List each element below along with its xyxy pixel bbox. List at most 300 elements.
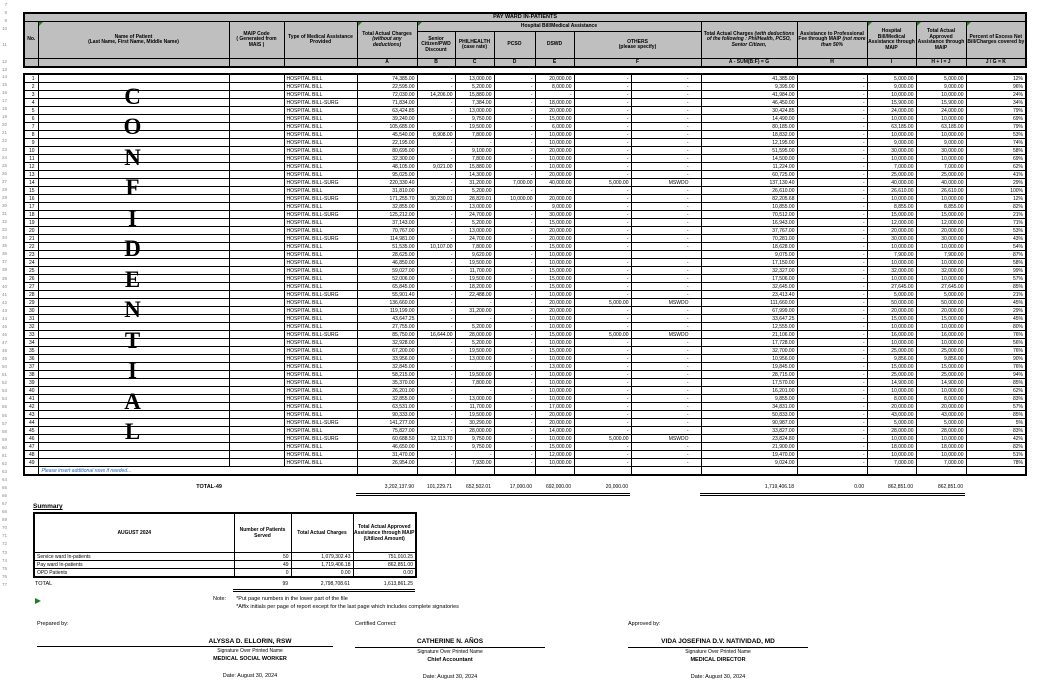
cell[interactable]: 36 xyxy=(24,355,38,363)
total-e[interactable]: 692,000.00 xyxy=(534,480,573,495)
cell[interactable]: - xyxy=(494,83,535,91)
cell[interactable]: 13,000.00 xyxy=(455,107,494,115)
cell[interactable] xyxy=(38,403,229,411)
cell[interactable]: 14,206.00 xyxy=(417,91,455,99)
cell[interactable]: 46,650.00 xyxy=(357,443,417,451)
cell[interactable]: 42 xyxy=(24,403,38,411)
row-number[interactable]: 26 xyxy=(1,170,7,176)
cell[interactable] xyxy=(38,379,229,387)
signature-heading[interactable]: Certified Correct: xyxy=(355,621,397,627)
row-number[interactable]: 47 xyxy=(1,339,7,345)
code-cell[interactable] xyxy=(284,59,357,68)
cell[interactable] xyxy=(229,147,284,155)
cell[interactable]: - xyxy=(494,371,535,379)
cell[interactable]: - xyxy=(494,211,535,219)
row-number[interactable]: 51 xyxy=(1,372,7,378)
cell[interactable]: - xyxy=(494,347,535,355)
cell[interactable]: - xyxy=(797,355,867,363)
cell[interactable] xyxy=(38,227,229,235)
cell[interactable]: 10,000.00 xyxy=(867,323,916,331)
cell[interactable]: - xyxy=(417,251,455,259)
row-number[interactable]: 55 xyxy=(1,404,7,410)
note-line-1[interactable]: *Put page numbers in the lower part of the file xyxy=(236,596,348,602)
row-number[interactable]: 19 xyxy=(1,114,7,120)
cell[interactable]: - xyxy=(797,371,867,379)
cell[interactable]: - xyxy=(631,155,701,163)
cell[interactable]: 5,200.00 xyxy=(455,219,494,227)
cell[interactable]: 24 xyxy=(24,259,38,267)
cell[interactable]: - xyxy=(574,395,631,403)
cell[interactable]: 63,424.85 xyxy=(357,107,417,115)
cell[interactable]: 5,200.00 xyxy=(455,323,494,331)
cell[interactable]: 90,987.00 xyxy=(701,419,797,427)
cell[interactable]: 26,610.00 xyxy=(867,187,916,195)
cell[interactable]: - xyxy=(631,451,701,459)
cell[interactable]: - xyxy=(797,251,867,259)
cell[interactable] xyxy=(38,131,229,139)
cell[interactable]: 30,000.00 xyxy=(916,147,966,155)
cell[interactable]: - xyxy=(797,163,867,171)
cell[interactable]: 25,000.00 xyxy=(867,347,916,355)
cell[interactable]: - xyxy=(631,395,701,403)
cell[interactable] xyxy=(38,323,229,331)
cell[interactable]: - xyxy=(494,235,535,243)
cell[interactable] xyxy=(229,227,284,235)
cell[interactable]: - xyxy=(797,379,867,387)
cell[interactable]: 10,000.00 xyxy=(535,139,574,147)
cell[interactable]: 10,000.00 xyxy=(535,131,574,139)
cell[interactable]: 15,000.00 xyxy=(535,443,574,451)
cell[interactable]: - xyxy=(574,83,631,91)
cell[interactable]: 23,824.80 xyxy=(701,435,797,443)
cell[interactable]: 35,370.00 xyxy=(357,379,417,387)
cell[interactable]: 46,450.00 xyxy=(701,99,797,107)
cell[interactable]: 48 xyxy=(24,451,38,459)
cell[interactable]: - xyxy=(797,283,867,291)
cell[interactable]: - xyxy=(797,315,867,323)
cell[interactable]: - xyxy=(797,219,867,227)
row-number[interactable]: 16 xyxy=(1,90,7,96)
row-number[interactable]: 64 xyxy=(1,477,7,482)
cell[interactable]: 7,000.00 xyxy=(916,459,966,467)
code-i[interactable]: I xyxy=(867,59,916,68)
cell[interactable]: 7,930.00 xyxy=(455,459,494,467)
cell[interactable]: 80% xyxy=(966,323,1026,331)
cell[interactable]: 100% xyxy=(966,187,1026,195)
cell[interactable]: - xyxy=(574,323,631,331)
cell[interactable]: - xyxy=(494,203,535,211)
cell[interactable] xyxy=(229,323,284,331)
signature-heading[interactable]: Approved by: xyxy=(628,621,661,627)
row-number[interactable]: 25 xyxy=(1,162,7,168)
cell[interactable]: - xyxy=(417,171,455,179)
cell[interactable] xyxy=(229,371,284,379)
summary-total-label[interactable]: TOTAL xyxy=(35,581,53,588)
cell[interactable]: HOSPITAL BILL xyxy=(284,259,357,267)
row-number[interactable]: 9 xyxy=(4,18,7,23)
summary-total-patients[interactable]: 99 xyxy=(233,578,290,591)
cell[interactable]: - xyxy=(417,203,455,211)
cell[interactable]: - xyxy=(631,307,701,315)
total-b[interactable]: 101,229.71 xyxy=(416,480,454,495)
code-f[interactable]: F xyxy=(574,59,701,68)
cell[interactable]: HOSPITAL BILL xyxy=(284,283,357,291)
cell[interactable] xyxy=(229,243,284,251)
cell[interactable]: 10,000.00 xyxy=(916,115,966,123)
cell[interactable]: 51,595.00 xyxy=(701,147,797,155)
cell[interactable]: 15 xyxy=(24,187,38,195)
cell[interactable]: - xyxy=(494,99,535,107)
cell[interactable]: 10,000.00 xyxy=(916,91,966,99)
cell[interactable] xyxy=(229,299,284,307)
cell[interactable]: HOSPITAL BILL-SURG xyxy=(284,331,357,339)
cell[interactable]: HOSPITAL BILL xyxy=(284,323,357,331)
cell[interactable]: - xyxy=(494,171,535,179)
cell[interactable]: 74,385.00 xyxy=(357,74,417,83)
row-number[interactable]: 66 xyxy=(1,493,7,499)
cell[interactable]: 10,000.00 xyxy=(916,435,966,443)
cell[interactable]: 43,000.00 xyxy=(916,411,966,419)
cell[interactable]: 12,000.00 xyxy=(535,451,574,459)
cell[interactable]: 11,224.00 xyxy=(701,163,797,171)
cell[interactable]: HOSPITAL BILL xyxy=(284,339,357,347)
cell[interactable]: - xyxy=(494,339,535,347)
cell[interactable]: 71,834.00 xyxy=(357,99,417,107)
cell[interactable]: 5,000.00 xyxy=(916,74,966,83)
cell[interactable]: 76% xyxy=(966,347,1026,355)
cell[interactable]: 7,384.00 xyxy=(455,99,494,107)
cell[interactable]: 10,000.00 xyxy=(867,387,916,395)
cell[interactable]: 30,290.00 xyxy=(455,419,494,427)
cell[interactable]: 16,943.00 xyxy=(701,219,797,227)
cell[interactable]: 23 xyxy=(24,251,38,259)
cell[interactable]: 28,000.00 xyxy=(455,427,494,435)
row-number[interactable]: 38 xyxy=(1,267,7,273)
col-header-i[interactable]: Hospital Bill/Medical Assistance through MAIP xyxy=(867,22,916,59)
cell[interactable] xyxy=(38,363,229,371)
cell[interactable]: - xyxy=(417,147,455,155)
cell[interactable]: 19,500.00 xyxy=(455,275,494,283)
cell[interactable]: - xyxy=(455,387,494,395)
row-number[interactable]: 50 xyxy=(1,364,7,370)
cell[interactable]: 15,000.00 xyxy=(535,331,574,339)
cell[interactable]: 90,333.00 xyxy=(357,411,417,419)
cell[interactable] xyxy=(229,179,284,187)
cell[interactable]: 19,470.00 xyxy=(701,451,797,459)
cell[interactable]: 10,000.00 xyxy=(535,379,574,387)
cell[interactable]: - xyxy=(417,307,455,315)
cell[interactable]: - xyxy=(417,235,455,243)
sheet-title[interactable]: PAY WARD IN-PATIENTS xyxy=(24,13,1026,22)
cell[interactable]: 21,900.00 xyxy=(701,443,797,451)
cell[interactable]: 39 xyxy=(24,379,38,387)
cell[interactable]: 55,901.40 xyxy=(357,291,417,299)
cell[interactable]: 25,000.00 xyxy=(867,171,916,179)
cell[interactable] xyxy=(38,395,229,403)
cell[interactable]: 76% xyxy=(966,363,1026,371)
cell[interactable]: HOSPITAL BILL xyxy=(284,251,357,259)
cell[interactable]: 74% xyxy=(966,139,1026,147)
cell[interactable]: 9,856.00 xyxy=(916,355,966,363)
total-f[interactable]: 20,000.00 xyxy=(573,480,630,495)
cell[interactable] xyxy=(229,235,284,243)
cell[interactable] xyxy=(38,283,229,291)
row-number[interactable]: 18 xyxy=(1,106,7,112)
total-d[interactable]: 17,000.00 xyxy=(493,480,534,495)
cell[interactable]: 24,700.00 xyxy=(455,235,494,243)
cell[interactable] xyxy=(38,171,229,179)
cell[interactable]: - xyxy=(417,387,455,395)
cell[interactable] xyxy=(38,179,229,187)
row-number[interactable]: 40 xyxy=(1,283,7,289)
cell[interactable]: HOSPITAL BILL xyxy=(284,355,357,363)
cell[interactable]: 5,000.00 xyxy=(916,419,966,427)
cell[interactable]: HOSPITAL BILL xyxy=(284,347,357,355)
cell[interactable]: 105,685.00 xyxy=(357,123,417,131)
cell[interactable] xyxy=(38,371,229,379)
cell[interactable]: - xyxy=(797,427,867,435)
cell[interactable]: - xyxy=(574,275,631,283)
cell[interactable]: 9,750.00 xyxy=(455,115,494,123)
cell[interactable]: 82% xyxy=(966,443,1026,451)
cell[interactable]: 30 xyxy=(24,307,38,315)
cell[interactable]: 31,810.00 xyxy=(357,187,417,195)
cell[interactable]: 32,855.00 xyxy=(357,395,417,403)
cell[interactable] xyxy=(229,91,284,99)
col-header-e[interactable]: DSWD xyxy=(535,32,574,59)
cell[interactable]: 10,000.00 xyxy=(535,155,574,163)
cell[interactable]: - xyxy=(631,115,701,123)
col-header-f[interactable]: OTHERS (please specify) xyxy=(574,32,701,59)
cell[interactable]: 15,000.00 xyxy=(535,275,574,283)
cell[interactable]: 10,855.00 xyxy=(701,203,797,211)
cell[interactable]: 10,000.00 xyxy=(535,163,574,171)
cell[interactable]: HOSPITAL BILL xyxy=(284,299,357,307)
cell[interactable]: 63,185.00 xyxy=(916,123,966,131)
cell[interactable]: - xyxy=(797,155,867,163)
cell[interactable]: - xyxy=(417,403,455,411)
cell[interactable]: 15,000.00 xyxy=(535,243,574,251)
cell[interactable]: 5,200.00 xyxy=(455,187,494,195)
cell[interactable]: 10,000.00 xyxy=(867,131,916,139)
cell[interactable]: 58% xyxy=(966,259,1026,267)
cell[interactable]: 119,199.00 xyxy=(357,307,417,315)
cell[interactable]: 25,000.00 xyxy=(916,371,966,379)
cell[interactable]: 52,006.00 xyxy=(357,275,417,283)
cell[interactable]: HOSPITAL BILL-SURG xyxy=(284,195,357,203)
row-number[interactable]: 44 xyxy=(1,315,7,321)
cell[interactable]: - xyxy=(631,403,701,411)
cell[interactable]: - xyxy=(494,307,535,315)
cell[interactable]: - xyxy=(797,259,867,267)
cell[interactable]: 7,000.00 xyxy=(867,459,916,467)
cell[interactable]: 13,000.00 xyxy=(455,74,494,83)
cell[interactable]: 48,105.00 xyxy=(357,163,417,171)
cell[interactable]: 7,900.00 xyxy=(916,251,966,259)
cell[interactable]: 10,000.00 xyxy=(494,195,535,203)
cell[interactable]: 26,610.00 xyxy=(701,187,797,195)
cell[interactable]: 9,000.00 xyxy=(916,83,966,91)
cell[interactable]: 27 xyxy=(24,283,38,291)
cell[interactable]: - xyxy=(494,227,535,235)
cell[interactable]: - xyxy=(574,74,631,83)
cell[interactable]: 15,880.00 xyxy=(455,163,494,171)
cell[interactable]: 11,700.00 xyxy=(455,267,494,275)
cell[interactable]: 5 xyxy=(24,107,38,115)
cell[interactable]: 87% xyxy=(966,251,1026,259)
cell[interactable]: 45% xyxy=(966,299,1026,307)
cell[interactable]: 21,106.00 xyxy=(701,331,797,339)
cell[interactable]: - xyxy=(494,355,535,363)
cell[interactable]: 13,000.00 xyxy=(535,363,574,371)
cell[interactable]: 32,855.00 xyxy=(357,203,417,211)
cell[interactable]: - xyxy=(797,387,867,395)
cell[interactable] xyxy=(229,411,284,419)
row-number[interactable]: 77 xyxy=(1,581,7,587)
cell[interactable]: 40 xyxy=(24,387,38,395)
row-number[interactable]: 48 xyxy=(1,348,7,354)
cell[interactable]: 10,000.00 xyxy=(867,155,916,163)
code-j[interactable]: H + I = J xyxy=(916,59,966,68)
cell[interactable] xyxy=(38,74,229,83)
cell[interactable]: HOSPITAL BILL xyxy=(284,107,357,115)
cell[interactable]: 70,281.00 xyxy=(701,235,797,243)
cell[interactable]: 50,000.00 xyxy=(867,299,916,307)
cell[interactable]: 10,000.00 xyxy=(916,339,966,347)
cell[interactable]: 38 xyxy=(24,371,38,379)
cell[interactable]: HOSPITAL BILL xyxy=(284,187,357,195)
cell[interactable]: 27,755.00 xyxy=(357,323,417,331)
cell[interactable]: - xyxy=(574,259,631,267)
cell[interactable]: - xyxy=(797,435,867,443)
cell[interactable]: - xyxy=(574,107,631,115)
cell[interactable] xyxy=(38,275,229,283)
cell[interactable]: - xyxy=(797,339,867,347)
cell[interactable]: - xyxy=(574,339,631,347)
cell[interactable]: 10,000.00 xyxy=(916,155,966,163)
cell[interactable]: - xyxy=(631,371,701,379)
cell[interactable]: 14,000.00 xyxy=(535,427,574,435)
cell[interactable]: - xyxy=(494,187,535,195)
cell[interactable] xyxy=(38,203,229,211)
cell[interactable]: 15,000.00 xyxy=(916,211,966,219)
cell[interactable]: 15,900.00 xyxy=(916,99,966,107)
cell[interactable]: 7,800.00 xyxy=(455,155,494,163)
cell[interactable]: 10,000.00 xyxy=(535,355,574,363)
cell[interactable]: 5% xyxy=(966,419,1026,427)
cell[interactable]: 136,660.00 xyxy=(357,299,417,307)
cell[interactable]: - xyxy=(494,251,535,259)
cell[interactable]: - xyxy=(631,147,701,155)
cell[interactable]: 12% xyxy=(966,74,1026,83)
cell[interactable]: 14,900.00 xyxy=(916,379,966,387)
cell[interactable]: 34,831.00 xyxy=(701,403,797,411)
cell[interactable]: - xyxy=(631,379,701,387)
cell[interactable] xyxy=(38,331,229,339)
cell[interactable]: 99% xyxy=(966,267,1026,275)
cell[interactable]: 9,856.00 xyxy=(867,355,916,363)
cell[interactable]: - xyxy=(574,147,631,155)
cell[interactable]: 82% xyxy=(966,203,1026,211)
cell[interactable]: - xyxy=(797,323,867,331)
cell[interactable]: 51% xyxy=(966,451,1026,459)
row-number[interactable]: 61 xyxy=(1,452,7,458)
cell[interactable] xyxy=(229,331,284,339)
cell[interactable]: 40,000.00 xyxy=(535,179,574,187)
summary-header-approved[interactable]: Total Actual Approved Assistance through MAIP (Utilized Amount) xyxy=(353,513,416,553)
cell[interactable]: - xyxy=(574,243,631,251)
cell[interactable]: 69% xyxy=(966,115,1026,123)
cell[interactable]: 95,025.00 xyxy=(357,171,417,179)
cell[interactable]: 32,327.00 xyxy=(701,267,797,275)
cell[interactable]: 26 xyxy=(24,275,38,283)
cell[interactable]: 67,999.00 xyxy=(701,307,797,315)
cell[interactable]: 17 xyxy=(24,203,38,211)
cell[interactable]: - xyxy=(797,243,867,251)
cell[interactable]: - xyxy=(494,411,535,419)
cell[interactable]: - xyxy=(631,123,701,131)
cell[interactable]: 9,750.00 xyxy=(455,443,494,451)
cell[interactable]: 5,200.00 xyxy=(455,83,494,91)
cell[interactable]: 59,027.00 xyxy=(357,267,417,275)
cell[interactable]: 10,000.00 xyxy=(867,275,916,283)
cell[interactable]: 32,645.00 xyxy=(701,283,797,291)
cell[interactable]: - xyxy=(417,139,455,147)
cell[interactable] xyxy=(229,99,284,107)
cell[interactable] xyxy=(229,107,284,115)
cell[interactable]: 10,000.00 xyxy=(916,323,966,331)
cell[interactable]: 25,000.00 xyxy=(867,371,916,379)
cell[interactable]: 35 xyxy=(24,347,38,355)
cell[interactable]: 76% xyxy=(966,331,1026,339)
cell[interactable]: - xyxy=(574,219,631,227)
cell[interactable]: 10,000.00 xyxy=(535,323,574,331)
cell[interactable]: 49 xyxy=(24,459,38,467)
cell[interactable]: HOSPITAL BILL xyxy=(284,307,357,315)
cell[interactable]: 21% xyxy=(966,291,1026,299)
cell[interactable]: 29% xyxy=(966,307,1026,315)
cell[interactable]: 82,205.68 xyxy=(701,195,797,203)
cell[interactable]: 85% xyxy=(966,283,1026,291)
cell[interactable]: 7,800.00 xyxy=(455,379,494,387)
cell[interactable]: 31,470.00 xyxy=(357,451,417,459)
cell[interactable]: 44 xyxy=(24,419,38,427)
cell[interactable]: - xyxy=(574,227,631,235)
cell[interactable]: 15,000.00 xyxy=(535,283,574,291)
cell[interactable]: 7,000.00 xyxy=(867,163,916,171)
cell[interactable]: 9,395.00 xyxy=(701,83,797,91)
cell[interactable]: 20,000.00 xyxy=(916,403,966,411)
cell[interactable]: 10,000.00 xyxy=(867,91,916,99)
cell[interactable]: 70,767.00 xyxy=(357,227,417,235)
cell[interactable]: 28 xyxy=(24,291,38,299)
cell[interactable]: 8,000.00 xyxy=(916,395,966,403)
code-cell[interactable] xyxy=(24,59,38,68)
cell[interactable]: 9,855.00 xyxy=(701,395,797,403)
cell[interactable]: 32,845.00 xyxy=(357,363,417,371)
cell[interactable] xyxy=(38,219,229,227)
cell[interactable]: - xyxy=(574,443,631,451)
cell[interactable]: - xyxy=(417,187,455,195)
cell[interactable]: 18,200.00 xyxy=(455,283,494,291)
cell[interactable]: - xyxy=(494,387,535,395)
cell[interactable]: - xyxy=(417,83,455,91)
row-number[interactable]: 52 xyxy=(1,380,7,386)
cell[interactable]: 20,000.00 xyxy=(916,227,966,235)
row-number[interactable]: 15 xyxy=(1,82,7,88)
cell[interactable]: 14,300.00 xyxy=(455,171,494,179)
cell[interactable]: 114,981.00 xyxy=(357,235,417,243)
